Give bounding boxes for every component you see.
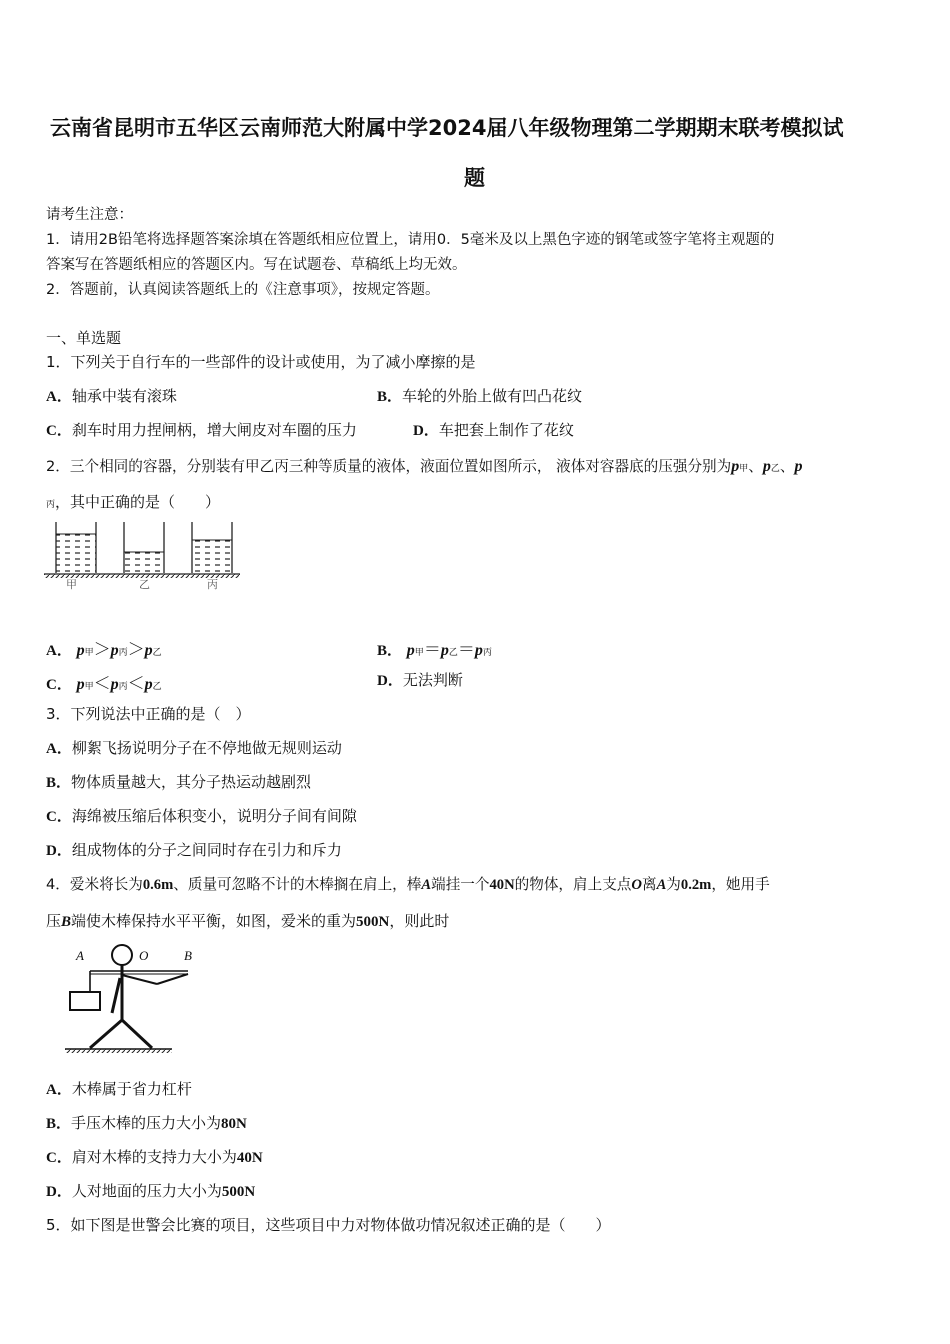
option-text: 海绵被压缩后体积变小，说明分子间有间隙 — [71, 807, 357, 825]
stem-text: 的物体，肩上支点 — [514, 876, 632, 893]
pressure-symbol: p — [762, 458, 771, 475]
question-4-stem-line1 — [46, 873, 770, 894]
notice-item1-line1: 1．请用2B铅笔将选择题答案涂填在答题纸相应位置上，请用0．5毫米及以上黑色字迹的钢笔或签字笔将主观题的 — [46, 232, 775, 248]
pressure-symbol: p — [110, 642, 119, 659]
option-letter: B． — [46, 1116, 72, 1132]
subscript: 丙 — [482, 648, 492, 658]
question-2-stem-line1 — [46, 455, 803, 476]
stem-text: ，她用手 — [711, 876, 770, 893]
option-letter: A． — [46, 643, 72, 659]
option-text: 物体质量越大，其分子热运动越剧烈 — [71, 773, 312, 791]
question-3-stem: 3．下列说法中正确的是（ ） — [46, 705, 251, 723]
lever-label-o: O — [139, 948, 149, 963]
document-title-line2: 题 — [464, 166, 485, 190]
question-4-stem-line2 — [46, 910, 449, 931]
point-o: O — [631, 877, 642, 893]
stem-text: 4．爱米将长为 — [46, 876, 143, 893]
question-3-option-b — [46, 771, 311, 792]
notice-item1-line2: 答案写在答题纸相应的答题区内。写在试题卷、草稿纸上均无效。 — [46, 257, 467, 273]
question-4-option-b — [46, 1112, 247, 1133]
weight-value: 500N — [356, 914, 390, 930]
stem-text: 压 — [46, 912, 62, 930]
pressure-symbol: p — [474, 642, 483, 659]
containers-figure — [44, 520, 244, 592]
pressure-symbol: p — [76, 642, 85, 659]
option-text: 车把套上制作了花纹 — [438, 421, 574, 439]
point-a: A — [421, 877, 432, 893]
option-text: 刹车时用力捏闸柄，增大闸皮对车圈的压力 — [71, 421, 357, 439]
option-letter: C． — [46, 1150, 72, 1166]
option-letter: C． — [46, 423, 72, 439]
option-number: 500N — [221, 1184, 256, 1200]
subscript: 乙 — [152, 648, 162, 658]
container-label-bing: 丙 — [207, 578, 218, 591]
point-b: B — [61, 914, 72, 930]
question-2-option-a — [46, 635, 162, 660]
option-letter: D． — [413, 423, 439, 439]
question-3-option-d — [46, 839, 342, 860]
option-letter: D． — [46, 1184, 72, 1200]
question-1-option-c — [46, 419, 357, 440]
option-letter: C． — [46, 809, 72, 825]
lever-label-b: B — [184, 948, 192, 963]
pressure-symbol: p — [110, 676, 119, 693]
document-title-line1: 云南省昆明市五华区云南师范大附属中学2024届八年级物理第二学期期末联考模拟试 — [50, 116, 844, 140]
notice-item2: 2．答题前，认真阅读答题纸上的《注意事项》，按规定答题。 — [46, 282, 440, 298]
question-1-option-d — [413, 419, 574, 440]
operator: ＜ — [127, 674, 145, 693]
option-letter: B． — [377, 643, 403, 659]
question-4-option-d — [46, 1180, 255, 1201]
option-letter: D． — [46, 843, 72, 859]
pressure-symbol: p — [731, 458, 740, 475]
operator: ＞ — [127, 640, 145, 659]
container-label-jia: 甲 — [66, 578, 77, 591]
lever-figure — [60, 940, 210, 1055]
pressure-symbol: p — [144, 676, 153, 693]
subscript: 丙 — [46, 500, 56, 510]
option-letter: C． — [46, 677, 72, 693]
subscript: 乙 — [152, 682, 162, 692]
question-2-option-c — [46, 669, 162, 694]
pressure-symbol: p — [76, 676, 85, 693]
question-4-option-a — [46, 1078, 192, 1099]
notice-heading: 请考生注意： — [46, 207, 133, 223]
length-value: 0.6m — [142, 877, 174, 893]
option-letter: B． — [46, 775, 72, 791]
question-2-option-b — [377, 635, 492, 660]
subscript: 乙 — [448, 648, 458, 658]
separator: 、 — [779, 458, 795, 475]
stem-text: 2．三个相同的容器，分别装有甲乙丙三种等质量的液体，液面位置如图所示， 液体对容器底的压强分别为 — [46, 458, 732, 475]
stem-text: ，其中正确的是（ ） — [55, 493, 221, 511]
question-5-stem: 5．如下图是世警会比赛的项目，这些项目中力对物体做功情况叙述正确的是（ ） — [46, 1216, 611, 1234]
option-letter: D． — [377, 673, 403, 689]
option-letter: B． — [377, 389, 403, 405]
stem-text: ，则此时 — [389, 912, 450, 930]
subscript: 甲 — [84, 682, 94, 692]
subscript: 甲 — [414, 648, 424, 658]
separator: 、 — [748, 458, 763, 475]
pressure-symbol: p — [406, 642, 415, 659]
container-label-yi: 乙 — [139, 578, 150, 591]
option-text: 组成物体的分子之间同时存在引力和斥力 — [71, 841, 342, 859]
option-letter: A． — [46, 389, 72, 405]
question-2-stem-line2 — [46, 491, 220, 512]
option-text: 轴承中装有滚珠 — [71, 387, 177, 405]
force-value: 40N — [489, 877, 515, 893]
stem-text: 端挂一个 — [431, 876, 490, 893]
distance-value: 0.2m — [680, 877, 712, 893]
option-text: 木棒属于省力杠杆 — [71, 1080, 192, 1098]
stem-text: 、质量可忽略不计的木棒搁在肩上，棒 — [173, 876, 422, 893]
stem-text: 为 — [666, 876, 681, 893]
stem-text: 离 — [641, 876, 657, 893]
question-1-option-a — [46, 385, 177, 406]
pressure-symbol: p — [794, 458, 803, 475]
question-4-option-c — [46, 1146, 263, 1167]
stem-text: 端使木棒保持水平平衡，如图，爱米的重为 — [71, 912, 357, 930]
option-number: 80N — [221, 1116, 247, 1132]
operator: ＞ — [93, 640, 111, 659]
operator: ＜ — [93, 674, 111, 693]
option-letter: A． — [46, 1082, 72, 1098]
option-number: 40N — [236, 1150, 263, 1166]
question-1-stem: 1．下列关于自行车的一些部件的设计或使用，为了减小摩擦的是 — [46, 353, 476, 371]
option-text: 肩对木棒的支持力大小为 — [71, 1148, 237, 1166]
option-text: 手压木棒的压力大小为 — [71, 1114, 222, 1132]
pressure-symbol: p — [440, 642, 449, 659]
section-heading: 一、单选题 — [46, 329, 122, 347]
option-text: 无法判断 — [402, 671, 463, 689]
question-3-option-a — [46, 737, 342, 758]
subscript: 丙 — [118, 648, 128, 658]
lever-label-a: A — [76, 948, 84, 963]
subscript: 乙 — [770, 464, 780, 474]
question-1-option-b — [377, 385, 582, 406]
pressure-symbol: p — [144, 642, 153, 659]
operator: ＝ — [423, 640, 441, 659]
subscript: 丙 — [118, 682, 128, 692]
point-a: A — [656, 877, 667, 893]
question-2-option-d — [377, 669, 463, 690]
option-letter: A． — [46, 741, 72, 757]
option-text: 人对地面的压力大小为 — [71, 1182, 222, 1200]
subscript: 甲 — [84, 648, 94, 658]
option-text: 柳絮飞扬说明分子在不停地做无规则运动 — [71, 739, 342, 757]
subscript: 甲 — [739, 464, 749, 474]
option-text: 车轮的外胎上做有凹凸花纹 — [402, 387, 583, 405]
question-3-option-c — [46, 805, 357, 826]
operator: ＝ — [457, 640, 475, 659]
